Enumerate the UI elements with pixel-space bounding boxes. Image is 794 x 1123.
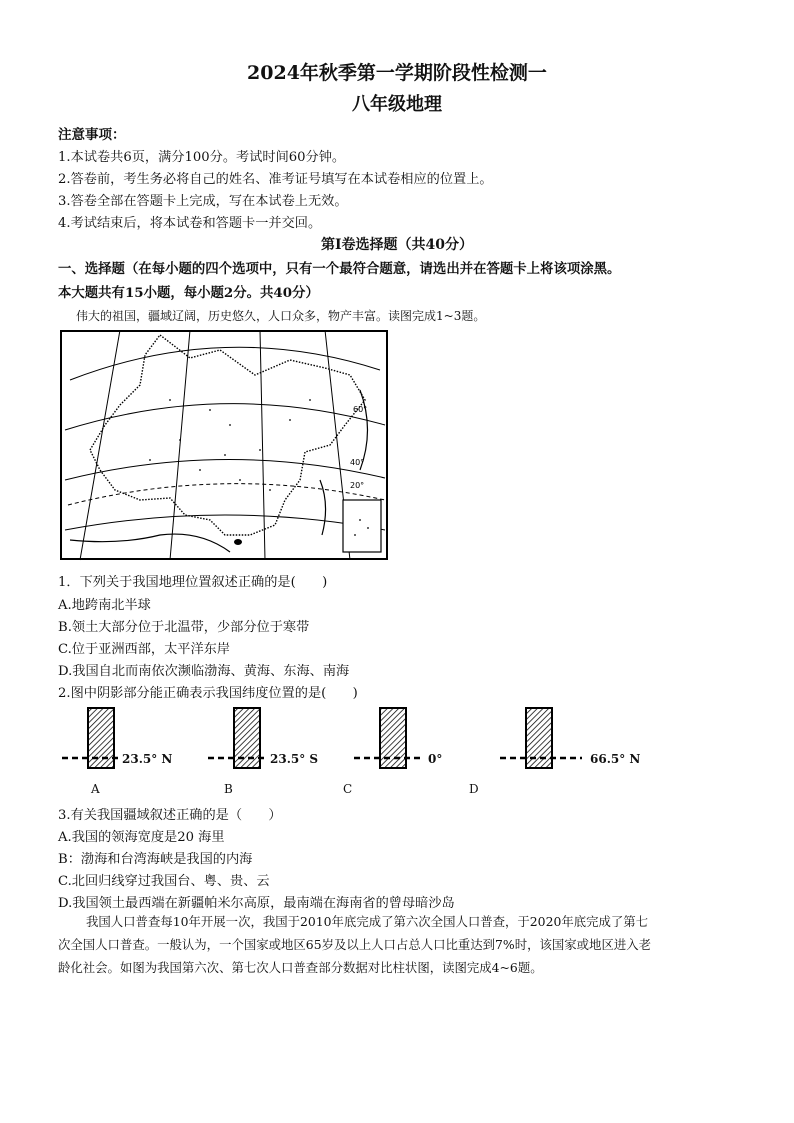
note-item: 2.答卷前，考生务必将自己的姓名、准考证号填写在本试卷相应的位置上。 — [58, 172, 493, 187]
diagram-d-label: 66.5° N — [590, 752, 641, 766]
intro-passage-1: 伟大的祖国，疆域辽阔，历史悠久，人口众多，物产丰富。读图完成1~3题。 — [76, 309, 486, 323]
map-label-20: 20° — [350, 481, 365, 490]
diagram-c-label: 0° — [428, 752, 443, 766]
diagram-c-letter: C — [343, 782, 353, 796]
exam-title: 2024年秋季第一学期阶段性检测一 — [247, 62, 547, 84]
china-map-figure — [60, 330, 390, 562]
latitude-diagram-a — [60, 700, 190, 780]
question-1-option: A.地跨南北半球 — [58, 598, 151, 613]
question-3-option: C.北回归线穿过我国台、粤、贵、云 — [58, 874, 270, 889]
section-heading-line1: 一、选择题（在每小题的四个选项中，只有一个最符合题意，请选出并在答题卡上将该项涂黑。 — [58, 261, 621, 277]
intro-passage-2 — [58, 910, 738, 979]
latitude-diagram-b — [206, 700, 336, 780]
china-map-svg — [60, 330, 390, 562]
question-1-option: D.我国自北而南依次濒临渤海、黄海、东海、南海 — [58, 664, 350, 679]
map-label-40: 40° — [350, 458, 365, 467]
diagram-b-label: 23.5° S — [270, 752, 319, 766]
question-1-option: C.位于亚洲西部，太平洋东岸 — [58, 642, 231, 657]
part-heading: 第Ⅰ卷选择题（共40分） — [320, 237, 474, 253]
diagram-d-letter: D — [469, 782, 479, 796]
question-1-option: B.领土大部分位于北温带，少部分位于寒带 — [58, 620, 310, 635]
diagram-a-letter: A — [91, 782, 100, 796]
intro-2-line: 我国人口普查每10年开展一次，我国于2010年底完成了第六次全国人口普查，于2020年底完成了第七 — [86, 914, 649, 929]
intro-2-line: 次全国人口普查。一般认为，一个国家或地区65岁及以上人口占总人口比重达到7%时，该国家或地区进入老 — [58, 937, 652, 952]
latitude-diagram-c — [350, 700, 480, 780]
question-3-stem: 3.有关我国疆域叙述正确的是（ ） — [58, 808, 282, 823]
note-item: 4.考试结束后，将本试卷和答题卡一并交回。 — [58, 216, 322, 231]
section-heading-line2: 本大题共有15小题，每小题2分。共40分） — [58, 285, 319, 301]
map-label-60: 60° — [353, 405, 368, 414]
exam-subtitle: 八年级地理 — [352, 94, 442, 115]
notes-heading: 注意事项： — [58, 127, 126, 143]
question-3-option: D.我国领土最西端在新疆帕米尔高原，最南端在海南省的曾母暗沙岛 — [58, 896, 455, 911]
question-3-option: B：渤海和台湾海峡是我国的内海 — [58, 852, 253, 867]
diagram-a-label: 23.5° N — [122, 752, 173, 766]
note-item: 1.本试卷共6页，满分100分。考试时间60分钟。 — [58, 150, 346, 165]
intro-2-line: 龄化社会。如图为我国第六次、第七次人口普查部分数据对比柱状图，读图完成4~6题。 — [58, 960, 543, 975]
latitude-diagram-d — [500, 700, 630, 780]
question-1-stem: 1．下列关于我国地理位置叙述正确的是( ) — [58, 575, 328, 590]
diagram-b-letter: B — [224, 782, 233, 796]
question-2-stem: 2.图中阴影部分能正确表示我国纬度位置的是( ) — [58, 686, 358, 701]
question-3-option: A.我国的领海宽度是20 海里 — [58, 830, 225, 845]
note-item: 3.答卷全部在答题卡上完成，写在本试卷上无效。 — [58, 194, 348, 209]
